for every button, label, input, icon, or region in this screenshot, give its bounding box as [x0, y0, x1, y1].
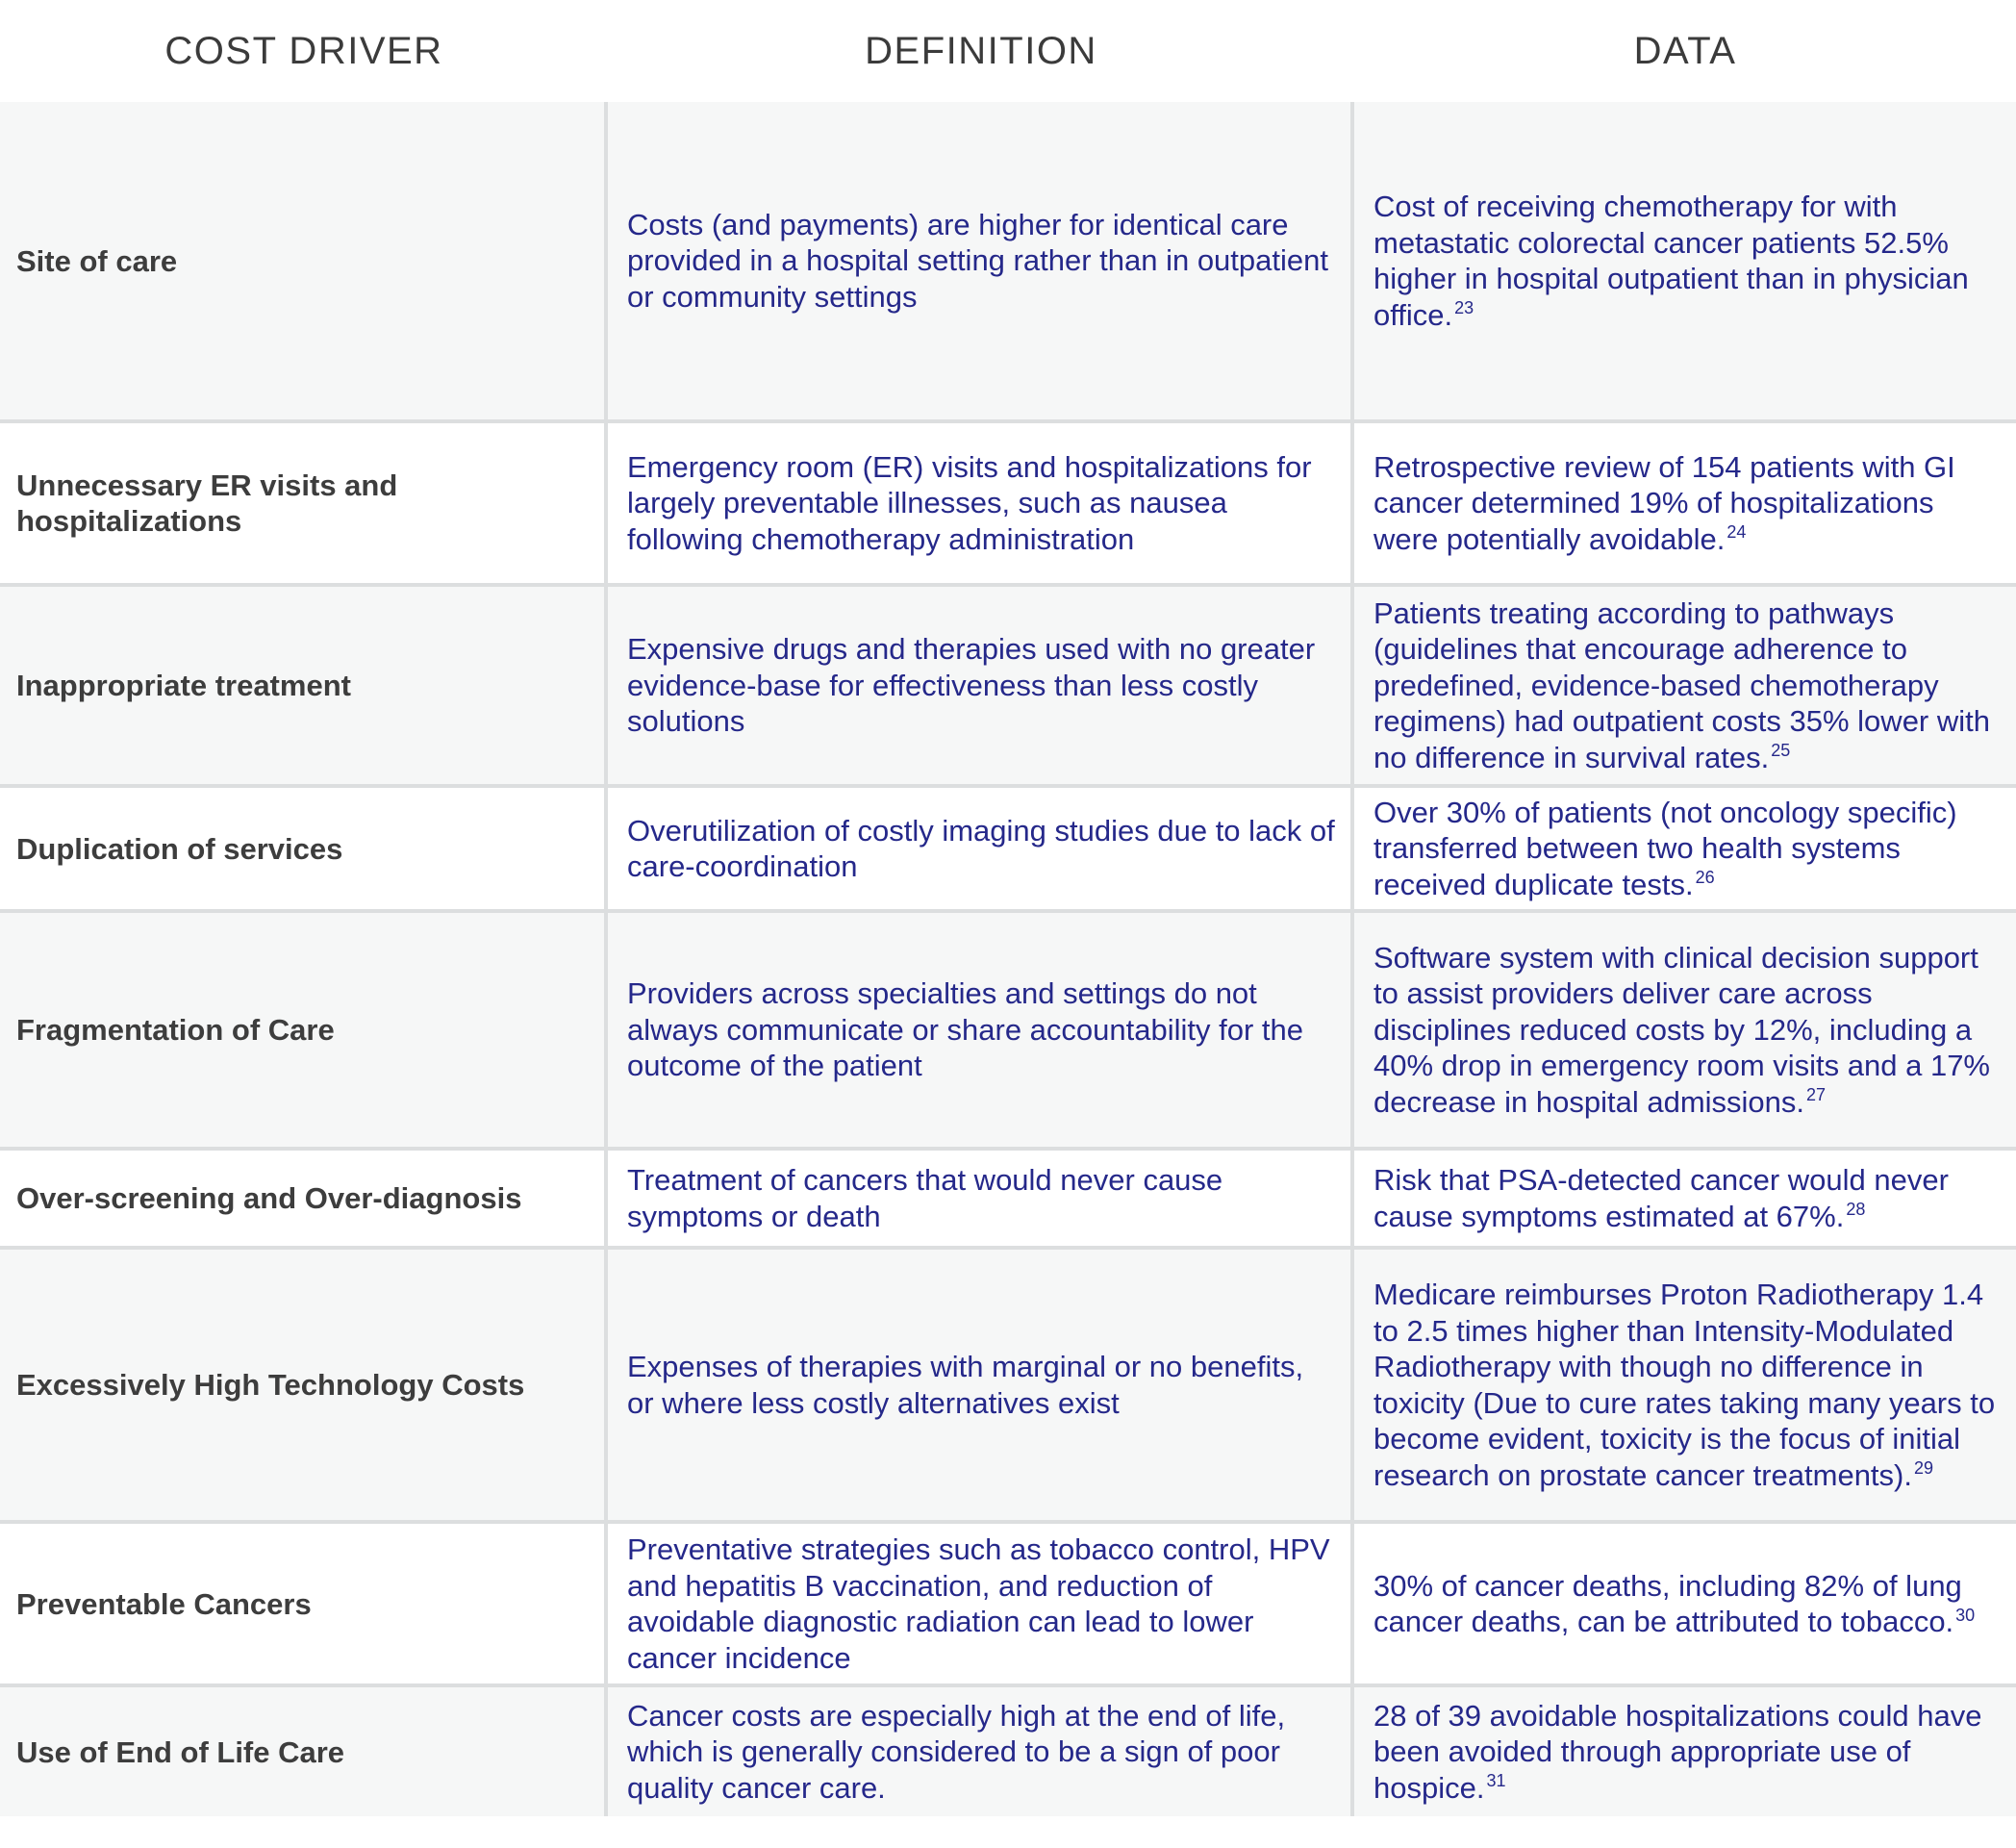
definition-cell: Providers across specialties and settings do not always communicate or share accountability for the outcome of the patient [608, 913, 1354, 1147]
cost-driver-cell: Over-screening and Over-diagnosis [0, 1151, 608, 1246]
reference-number: 30 [1955, 1605, 1976, 1625]
data-text: Risk that PSA-detected cancer would never cause symptoms estimated at 67%. [1373, 1163, 1949, 1233]
definition-cell: Treatment of cancers that would never cause symptoms or death [608, 1151, 1354, 1246]
data-text: 30% of cancer deaths, including 82% of lung cancer deaths, can be attributed to tobacco. [1373, 1568, 1962, 1638]
definition-cell: Emergency room (ER) visits and hospitalizations for largely preventable illnesses, such as nausea following chemotherapy administration [608, 423, 1354, 583]
definition-cell: Costs (and payments) are higher for identical care provided in a hospital setting rather than in outpatient or community settings [608, 102, 1354, 419]
column-header-cost-driver: COST DRIVER [164, 29, 443, 72]
definition-cell: Preventative strategies such as tobacco control, HPV and hepatitis B vaccination, and reduction of avoidable diagnostic radiation can lead to lower cancer incidence [608, 1524, 1354, 1683]
data-text: Retrospective review of 154 patients with GI cancer determined 19% of hospitalizations were potentially avoidable. [1373, 449, 1955, 556]
data-cell [1354, 913, 2016, 1147]
reference-number: 28 [1846, 1200, 1866, 1220]
data-cell [1354, 102, 2016, 419]
cost-driver-cell: Fragmentation of Care [0, 913, 608, 1147]
data-text: Medicare reimburses Proton Radiotherapy 1.4 to 2.5 times higher than Intensity-Modulated Radiotherapy with though no difference in toxicity (Due to cure rates taking many years to become evident, toxicity is the focus of initial research on prostate cancer treatments). [1373, 1278, 1996, 1492]
cost-driver-cell: Site of care [0, 102, 608, 419]
table-header [0, 0, 2016, 102]
reference-number: 31 [1486, 1771, 1506, 1791]
cost-driver-cell: Inappropriate treatment [0, 587, 608, 784]
definition-cell: Expensive drugs and therapies used with no greater evidence-base for effectiveness than less costly solutions [608, 587, 1354, 784]
data-cell [1354, 1250, 2016, 1520]
data-text: Patients treating according to pathways (guidelines that encourage adherence to predefined, evidence-based chemotherapy regimens) had outpatient costs 35% lower with no difference in survival rates. [1373, 595, 1990, 774]
cost-driver-cell: Unnecessary ER visits and hospitalizations [0, 423, 608, 583]
table-row [0, 102, 2016, 423]
reference-number: 27 [1806, 1085, 1827, 1105]
data-cell [1354, 1524, 2016, 1683]
column-header-data: DATA [1633, 29, 1737, 72]
cost-driver-cell: Use of End of Life Care [0, 1687, 608, 1816]
table-row [0, 1524, 2016, 1687]
data-text: Software system with clinical decision support to assist providers deliver care across disciplines reduced costs by 12%, including a 40% drop in emergency room visits and a 17% decrease in hospital admissions. [1373, 940, 1990, 1119]
column-header-definition: DEFINITION [865, 29, 1097, 72]
cost-driver-cell: Excessively High Technology Costs [0, 1250, 608, 1520]
data-cell [1354, 587, 2016, 784]
reference-number: 29 [1913, 1458, 1934, 1479]
data-cell [1354, 788, 2016, 909]
table-row [0, 1250, 2016, 1524]
cost-driver-cell: Duplication of services [0, 788, 608, 909]
reference-number: 24 [1726, 522, 1747, 543]
definition-cell: Expenses of therapies with marginal or no benefits, or where less costly alternatives exist [608, 1250, 1354, 1520]
definition-cell: Overutilization of costly imaging studies due to lack of care-coordination [608, 788, 1354, 909]
data-text: 28 of 39 avoidable hospitalizations could have been avoided through appropriate use of hospice. [1373, 1698, 1982, 1805]
definition-cell: Cancer costs are especially high at the end of life, which is generally considered to be a sign of poor quality cancer care. [608, 1687, 1354, 1816]
table-row [0, 1687, 2016, 1816]
data-cell [1354, 423, 2016, 583]
table-row [0, 587, 2016, 788]
data-text: Over 30% of patients (not oncology specific) transferred between two health systems received duplicate tests. [1373, 795, 1957, 901]
reference-number: 25 [1771, 741, 1791, 761]
table-row [0, 423, 2016, 587]
table-row [0, 788, 2016, 913]
data-text: Cost of receiving chemotherapy for with metastatic colorectal cancer patients 52.5% higher in hospital outpatient than in physician office. [1373, 190, 1969, 332]
table-row [0, 1151, 2016, 1250]
reference-number: 26 [1695, 868, 1715, 888]
data-cell [1354, 1151, 2016, 1246]
table-row [0, 913, 2016, 1151]
reference-number: 23 [1454, 298, 1474, 318]
cost-driver-cell: Preventable Cancers [0, 1524, 608, 1683]
data-cell [1354, 1687, 2016, 1816]
